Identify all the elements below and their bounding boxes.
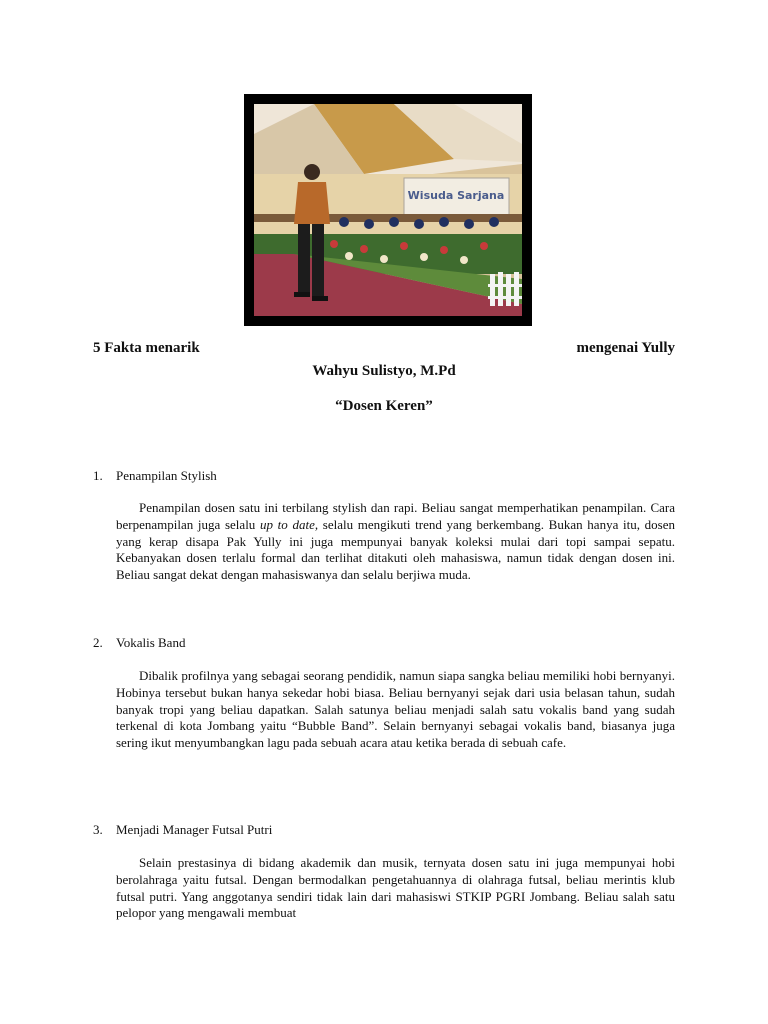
section-paragraph-3: Selain prestasinya di bidang akademik dan musik, ternyata dosen satu ini juga mempunyai hobi berolahraga yaitu futsal. Dengan bermodalkan pengetahuannya di olahraga futsal, beliau merintis klub futsal putri. Yang anggotanya sendiri tidak lain dari mahasiswi STKIP PGRI Jombang. Beliau salah satu pelopor yang mengawali membuat <box>116 855 675 921</box>
section-number: 1. <box>93 468 103 483</box>
section-heading-text: Penampilan Stylish <box>116 468 217 483</box>
title-part3: Wahyu Sulistyo, M.Pd <box>312 363 456 379</box>
paragraph-emphasis: up to date, <box>259 516 319 532</box>
section-paragraph-2: Dibalik profilnya yang sebagai seorang pendidik, namun siapa sangka beliau memiliki hobi bernyanyi. Hobinya tersebut bukan hanya sekedar hobi biasa. Beliau bernyanyi sejak dari usia belasan tahun, sudah banyak tropi yang beliau dapatkan. Salah satunya beliau menjadi salah satu vokalis band yang sudah terkenal di kota Jombang yaitu “Bubble Band”. Selain bernyanyi sebagai vokalis band, biasanya juga sering ikut menyumbangkan lagu pada sebuah acara atau ketika berada di sebuah cafe. <box>116 668 675 751</box>
section-heading-1 <box>93 468 217 484</box>
document-subtitle: “Dosen Keren” <box>335 398 433 414</box>
section-number: 2. <box>93 635 103 650</box>
event-photo <box>254 104 522 316</box>
title-part1: 5 Fakta menarik <box>93 340 200 356</box>
section-heading-text: Vokalis Band <box>116 635 186 650</box>
section-heading-2 <box>93 635 185 651</box>
section-paragraph-1 <box>116 500 675 584</box>
title-part2: mengenai Yully <box>576 340 675 356</box>
paragraph-text: selalu mengikuti trend yang berkembang. Bukan hanya itu, dosen yang kerap disapa Pak Yully ini juga mempunyai banyak koleksi mulai dari topi sampai sepatu. Kebanyakan dosen terlalu formal dan terlihat ditakuti oleh mahasiswa, namun tidak dengan dosen ini. Beliau sangat dekat dengan mahasiswanya dan selalu berjiwa muda. <box>116 516 675 583</box>
photo-frame <box>244 94 532 326</box>
document-title-line1 <box>93 340 675 357</box>
section-number: 3. <box>93 822 103 837</box>
paragraph-text: Penampilan dosen satu ini terbilang stylish dan rapi. Beliau sangat memperhatikan penampilan. Cara berpenampilan juga selalu <box>116 500 675 532</box>
section-heading-text: Menjadi Manager Futsal Putri <box>116 822 273 837</box>
banner-text: Wisuda Sarjana <box>407 189 505 202</box>
stage-photo-illustration <box>254 104 522 316</box>
section-heading-3 <box>93 822 272 838</box>
